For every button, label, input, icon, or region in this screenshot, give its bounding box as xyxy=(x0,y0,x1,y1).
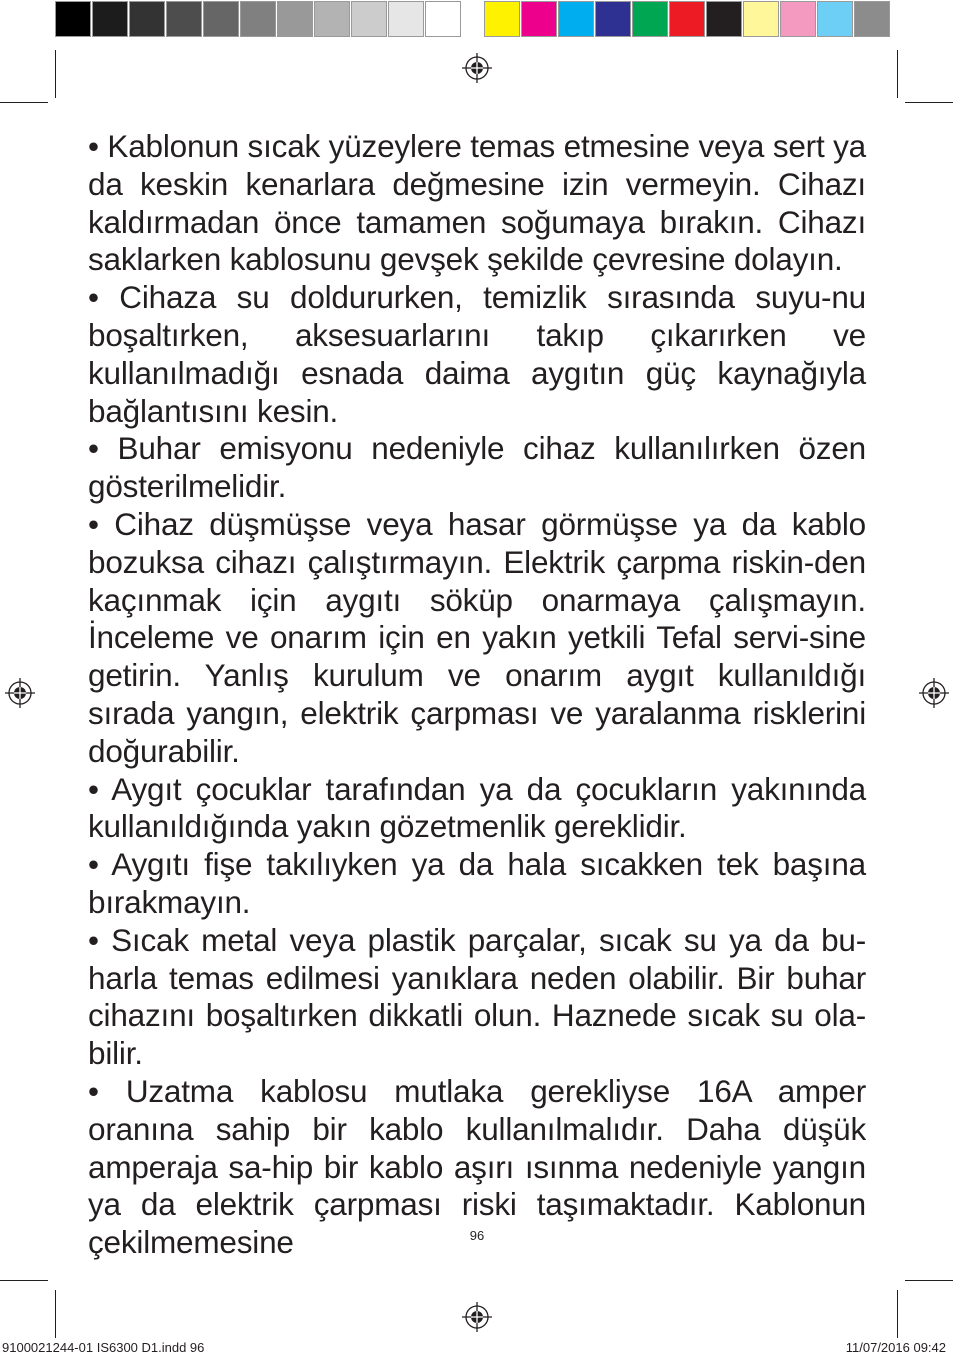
registration-mark-icon xyxy=(919,678,949,708)
page-number: 96 xyxy=(469,1228,485,1243)
color-swatch xyxy=(92,1,128,37)
color-swatch xyxy=(55,1,91,37)
crop-mark xyxy=(0,1280,48,1281)
process-color-bar xyxy=(484,1,891,38)
color-swatch xyxy=(351,1,387,37)
color-swatch xyxy=(388,1,424,37)
registration-mark-icon xyxy=(5,678,35,708)
color-swatch xyxy=(166,1,202,37)
color-swatch xyxy=(277,1,313,37)
paragraph: • Buhar emisyonu nedeniyle cihaz kullanılırken özen gösterilmelidir. xyxy=(88,430,866,505)
crop-mark xyxy=(55,1290,56,1338)
crop-mark xyxy=(905,1280,953,1281)
crop-mark xyxy=(897,50,898,98)
slug-filename: 9100021244-01 IS6300 D1.indd 96 xyxy=(2,1340,205,1355)
registration-mark-icon xyxy=(462,53,492,83)
color-swatch xyxy=(817,1,853,37)
crop-mark xyxy=(55,50,56,98)
slug-datetime: 11/07/2016 09:42 xyxy=(845,1340,946,1355)
paragraph: • Uzatma kablosu mutlaka gerekliyse 16A amper oranına sahip bir kablo kullanılmalıdır. Daha düşük amperaja sa-hip bir kablo aşırı ısınma nedeniyle yangın ya da elektrik çarpması riski taşımaktadır. Kablonun çekilmemesine xyxy=(88,1072,866,1261)
paragraph: • Cihaza su doldururken, temizlik sırasında suyu-nu boşaltırken, aksesuarlarını takıp çıkarırken ve kullanılmadığı esnada daima aygıtın güç kaynağıyla bağlantısını kesin. xyxy=(88,279,866,429)
color-swatch xyxy=(484,1,520,37)
paragraph: • Aygıtı fişe takılıyken ya da hala sıcakken tek başına bırakmayın. xyxy=(88,846,866,920)
color-swatch xyxy=(203,1,239,37)
paragraph: • Kablonun sıcak yüzeylere temas etmesine veya sert ya da keskin kenarlara değmesine izin vermeyin. Cihazı kaldırmadan önce tamamen soğumaya bırakın. Cihazı saklarken kablosunu gevşek şekilde çevresine dolayın. xyxy=(88,128,866,278)
color-swatch xyxy=(558,1,594,37)
crop-mark xyxy=(0,102,48,103)
color-swatch xyxy=(669,1,705,37)
color-swatch xyxy=(314,1,350,37)
color-swatch xyxy=(780,1,816,37)
paragraph: • Sıcak metal veya plastik parçalar, sıcak su ya da bu-harla temas edilmesi yanıklara neden olabilir. Bir buhar cihazını boşaltırken dikkatli olun. Haznede sıcak su ola-bilir. xyxy=(88,921,866,1072)
crop-mark xyxy=(897,1290,898,1338)
grayscale-color-bar xyxy=(55,1,462,38)
registration-mark-icon xyxy=(462,1302,492,1332)
color-swatch xyxy=(743,1,779,37)
crop-mark xyxy=(905,102,953,103)
color-swatch xyxy=(632,1,668,37)
safety-instructions xyxy=(88,128,866,1262)
color-swatch xyxy=(595,1,631,37)
color-swatch xyxy=(706,1,742,37)
color-swatch xyxy=(521,1,557,37)
paragraph: • Aygıt çocuklar tarafından ya da çocukların yakınında kullanıldığında yakın gözetmenlik gereklidir. xyxy=(88,770,866,845)
color-swatch xyxy=(240,1,276,37)
color-swatch xyxy=(129,1,165,37)
color-swatch xyxy=(854,1,890,37)
color-swatch xyxy=(425,1,461,37)
paragraph: • Cihaz düşmüşse veya hasar görmüşse ya da kablo bozuksa cihazı çalıştırmayın. Elektrik çarpma riskin-den kaçınmak için aygıtı söküp onarmaya çalışmayın. İnceleme ve onarım için en yakın yetkili Tefal servi-sine getirin. Yanlış kurulum ve onarım aygıt kullanıldığı sırada yangın, elektrik çarpması ve yaralanma risklerini doğurabilir. xyxy=(88,505,866,769)
